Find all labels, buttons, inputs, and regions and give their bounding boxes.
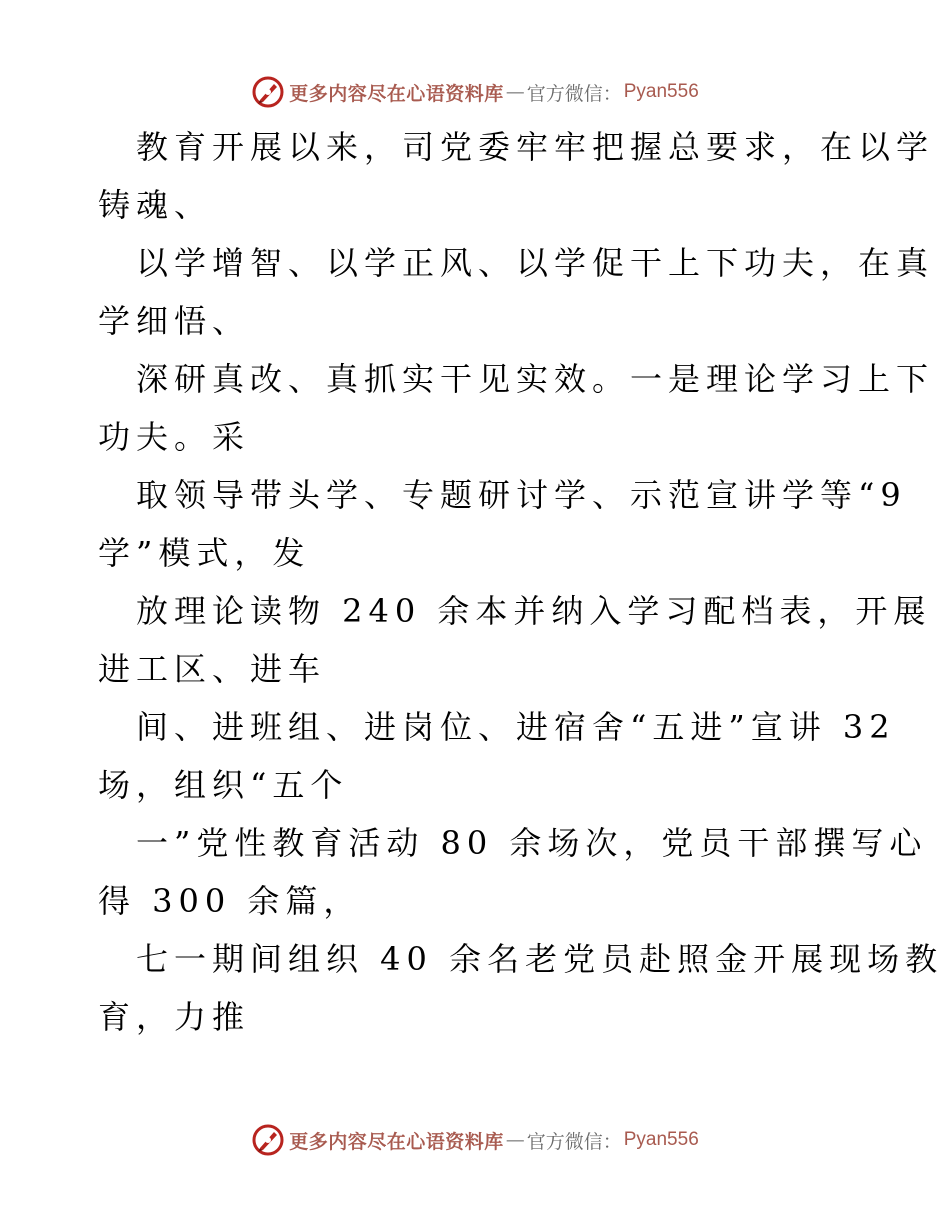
paragraph-line: 深研真改、真抓实干见实效。一是理论学习上下 [136,360,935,398]
pen-logo-icon [251,1123,285,1157]
pen-logo-icon [251,75,285,109]
header-banner [0,72,950,112]
paragraph-line: 学”模式，发 [98,534,311,572]
paragraph-line: 以学增智、以学正风、以学促干上下功夫，在真 [136,244,935,282]
paragraph-line: 进工区、进车 [98,650,327,688]
promo-text: 更多内容尽在心语资料库 [289,82,504,105]
paragraph [98,350,935,466]
paragraph-line: 育，力推 [98,998,251,1036]
wechat-id: Pyan556 [623,81,699,102]
wechat-label: 官方微信： [526,1130,622,1153]
wechat-id: Pyan556 [623,1129,699,1150]
paragraph-line: 学细悟、 [98,302,251,340]
banner-dash: — [505,1129,525,1151]
paragraph [98,814,928,930]
wechat-label: 官方微信： [526,82,622,105]
banner-dash: — [505,81,525,103]
paragraph-line: 得 300 余篇， [98,882,362,920]
paragraph-line: 七一期间组织 40 余名老党员赴照金开展现场教 [136,940,944,978]
paragraph-line: 一”党性教育活动 80 余场次，党员干部撰写心 [136,824,928,862]
paragraph [98,930,944,1046]
paragraph-line: 铸魂、 [98,186,213,224]
document-body [98,118,944,1046]
paragraph [98,582,932,698]
paragraph-line: 教育开展以来，司党委牢牢把握总要求，在以学 [136,128,935,166]
footer-banner [0,1120,950,1160]
paragraph-line: 取领导带头学、专题研讨学、示范宣讲学等“9 [136,476,907,514]
paragraph [98,234,935,350]
paragraph [98,698,896,814]
paragraph-line: 功夫。采 [98,418,251,456]
promo-text: 更多内容尽在心语资料库 [289,1130,504,1153]
paragraph-line: 间、进班组、进岗位、进宿舍“五进”宣讲 32 [136,708,896,746]
paragraph [98,466,907,582]
paragraph [98,118,935,234]
paragraph-line: 放理论读物 240 余本并纳入学习配档表，开展 [136,592,932,630]
paragraph-line: 场，组织“五个 [98,766,349,804]
